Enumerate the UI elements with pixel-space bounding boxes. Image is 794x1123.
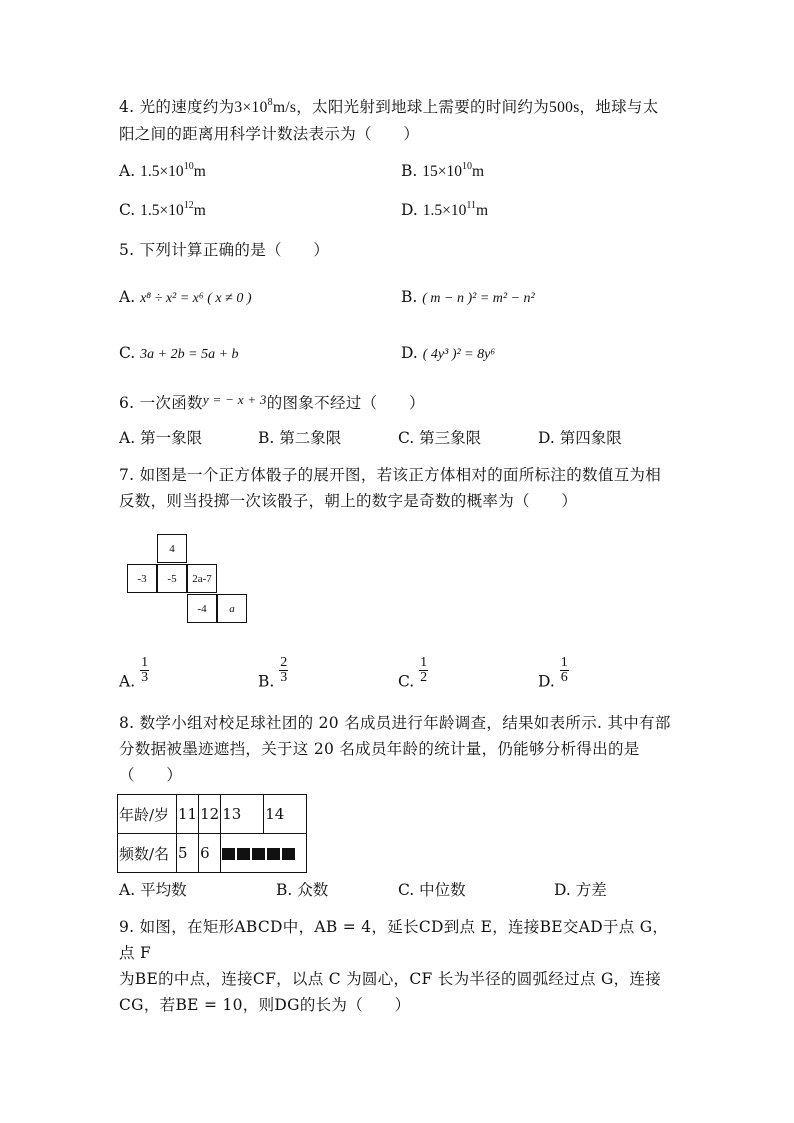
question-4-line-2: 阳之间的距离用科学计数法表示为（ ）	[119, 125, 420, 143]
q7-option-d[interactable]: D. $\frac{1}{6}$	[538, 655, 568, 691]
table-row: 年龄/岁 11 12 13 14	[118, 795, 307, 834]
q8-option-d[interactable]: D. 方差	[554, 881, 607, 899]
question-5: 5. 下列计算正确的是（ ）	[119, 241, 330, 259]
q6-option-c[interactable]: C. 第三象限	[398, 429, 482, 447]
table-header-frequency: 频数/名	[118, 834, 177, 873]
q8-option-c[interactable]: C. 中位数	[398, 881, 466, 899]
age-frequency-table	[117, 794, 307, 873]
q5-option-d[interactable]: D. ( 4y³ )² = 8y⁶	[401, 344, 496, 362]
q6-option-b[interactable]: B. 第二象限	[258, 429, 342, 447]
table-row: 频数/名 5 6	[118, 834, 307, 873]
ink-blot-cells	[221, 834, 307, 873]
table-header-age: 年龄/岁	[118, 795, 177, 834]
q7-option-b[interactable]: B. $\frac{2}{3}$	[258, 655, 288, 691]
q8-option-a[interactable]: A. 平均数	[119, 881, 187, 899]
q7-option-c[interactable]: C. $\frac{1}{2}$	[398, 655, 428, 691]
question-8: 8. 数学小组对校足球社团的 20 名成员进行年龄调查，结果如表所示. 其中有部 分数据被墨迹遮挡，关于这 20 名成员年龄的统计量，仍能够分析得出的是 （ ）	[119, 714, 671, 784]
net-cell-bottom-right: a	[217, 594, 247, 623]
question-7: 7. 如图是一个正方体骰子的展开图，若该正方体相对的面所标注的数值互为相 反数，则当投掷一次该骰子，朝上的数字是奇数的概率为（ ）	[119, 466, 662, 510]
net-cell-center: -5	[157, 564, 187, 593]
q4-option-c[interactable]: C. $1.5\times 10^{12}m$	[119, 200, 206, 219]
question-6: 6. 一次函数$^{y = - x + 3}$的图象不经过（ ）	[119, 392, 425, 412]
question-4-line-1: 4. 光的速度约为$3\times 10^8m/s$，太阳光射到地球上需要的时间约为500s，地球与太	[119, 97, 659, 116]
q5-option-c[interactable]: C. 3a + 2b = 5a + b	[119, 344, 239, 362]
q6-option-a[interactable]: A. 第一象限	[119, 429, 203, 447]
question-4	[119, 94, 679, 147]
speed-value: $3\times 10^8m/s$	[234, 97, 297, 116]
q5-option-a[interactable]: A. x⁸ ÷ x² = x⁶ ( x ≠ 0 )	[119, 288, 252, 306]
net-cell-top: 4	[157, 534, 187, 563]
q5-option-b[interactable]: B. ( m − n )² = m² − n²	[401, 288, 535, 306]
question-9: 9. 如图，在矩形ABCD中，AB = 4，延长CD到点 E，连接BE交AD于点 G，点 F 为BE的中点，连接CF，以点 C 为圆心，CF 长为半径的圆弧经过点 G，连接 CG，若BE = 10，则DG的长为（ ）	[119, 918, 669, 1014]
q4-option-b[interactable]: B. $15\times 10^{10}m$	[401, 161, 485, 180]
q4-option-d[interactable]: D. $1.5\times 10^{11}m$	[401, 200, 489, 219]
q4-option-a[interactable]: A. $1.5\times 10^{10}m$	[119, 161, 206, 180]
net-cell-left: -3	[127, 564, 157, 593]
net-cell-bottom: -4	[187, 594, 217, 623]
net-cell-right: 2a-7	[187, 564, 217, 593]
q8-option-b[interactable]: B. 众数	[276, 881, 329, 899]
q7-option-a[interactable]: A. $\frac{1}{3}$	[119, 655, 149, 691]
q6-option-d[interactable]: D. 第四象限	[538, 429, 622, 447]
